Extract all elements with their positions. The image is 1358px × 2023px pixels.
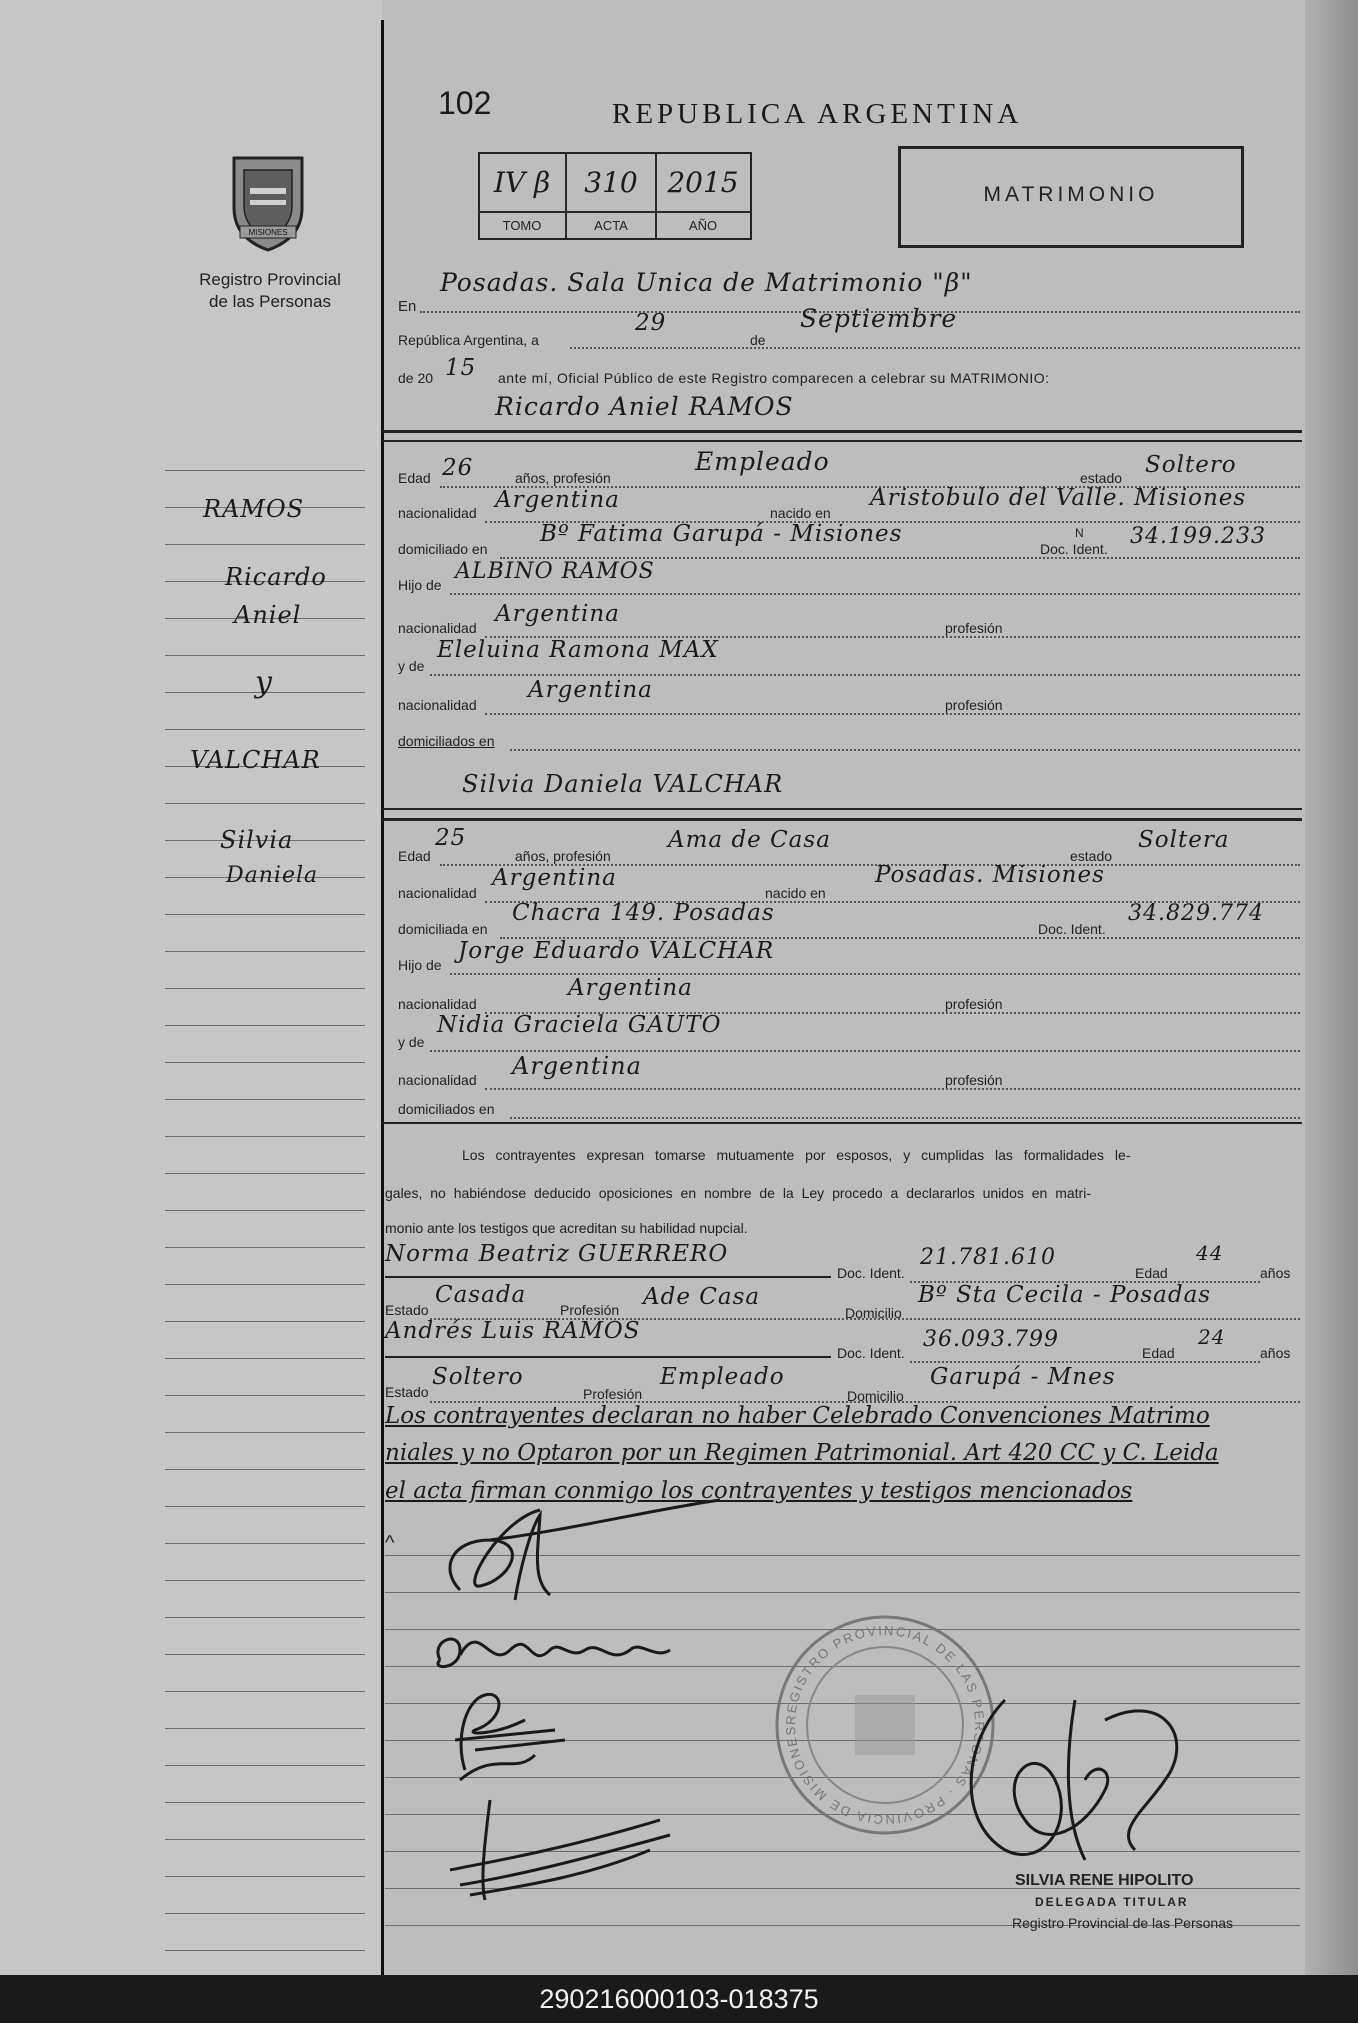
witness1-estado: Casada — [435, 1282, 527, 1308]
bride-edad: 25 — [435, 825, 467, 851]
bride-profesion: Ama de Casa — [668, 827, 831, 853]
groom-dom-label: domiciliado en — [398, 541, 488, 557]
witness1-edad-label: Edad — [1135, 1265, 1168, 1281]
groom-hijo-label: Hijo de — [398, 577, 442, 593]
bride-mother: Nidia Graciela GAUTO — [437, 1012, 722, 1038]
signature-groom — [420, 1490, 760, 1610]
margin-rule — [165, 1728, 365, 1729]
margin-rule — [165, 1469, 365, 1470]
groom-doc-label: Doc. Ident. — [1040, 541, 1108, 557]
intro-statement: ante mí, Oficial Público de este Registro comparecen a celebrar su MATRIMONIO: — [498, 370, 1050, 386]
margin-rule — [165, 1691, 365, 1692]
margin-rule — [165, 951, 365, 952]
witness2-domicilio-label: Domicilio — [847, 1388, 904, 1404]
groom-nacionalidad: Argentina — [495, 487, 620, 513]
bride-father-prof-label: profesión — [945, 996, 1003, 1012]
bride-doc: 34.829.774 — [1128, 901, 1264, 926]
anio-value: 2015 — [667, 166, 739, 199]
witness2-anios-label: años — [1260, 1345, 1291, 1361]
margin-rule — [165, 1210, 365, 1211]
margin-rule — [165, 1062, 365, 1063]
intro-place: Posadas. Sala Unica de Matrimonio "β" — [440, 268, 973, 297]
margin-rule — [165, 803, 365, 804]
groom-doc-prefix: N — [1075, 526, 1084, 540]
bride-mother-prof-label: profesión — [945, 1072, 1003, 1088]
margin-rule — [165, 1950, 365, 1951]
groom-mother-nac: Argentina — [528, 677, 653, 703]
groom-father-nac: Argentina — [495, 601, 620, 627]
groom-mother-nac-label: nacionalidad — [398, 697, 477, 713]
registry-name-line1: Registro Provincial — [199, 270, 341, 289]
witness2-estado-label: Estado — [385, 1384, 429, 1400]
intro-republic-label: República Argentina, a — [398, 332, 539, 348]
margin-rule — [165, 1247, 365, 1248]
margin-bride-name2: Daniela — [226, 863, 319, 888]
bride-mother-nac-label: nacionalidad — [398, 1072, 477, 1088]
bride-father: Jorge Eduardo VALCHAR — [458, 938, 775, 964]
margin-rule — [165, 1876, 365, 1877]
margin-border — [381, 20, 384, 1975]
witness1-edad: 44 — [1196, 1241, 1224, 1265]
margin-groom-name2: Aniel — [234, 601, 302, 629]
groom-doc: 34.199.233 — [1130, 524, 1266, 549]
intro-month: Septiembre — [800, 304, 958, 333]
groom-edad-label: Edad — [398, 470, 431, 486]
groom-mother-prof-label: profesión — [945, 697, 1003, 713]
witness2-profesion-label: Profesión — [583, 1386, 643, 1402]
witness1-estado-label: Estado — [385, 1302, 429, 1318]
margin-rule — [165, 1839, 365, 1840]
witness2-edad: 24 — [1198, 1325, 1226, 1349]
notes-caret: ^ — [385, 1532, 395, 1554]
margin-rule — [165, 1432, 365, 1433]
groom-profesion: Empleado — [695, 447, 830, 476]
document-id-footer: 290216000103-018375 — [0, 1975, 1358, 2023]
margin-rule — [165, 544, 365, 545]
notes-line2: niales y no Optaron por un Regimen Patrimonial. Art 420 CC y C. Leida — [385, 1440, 1219, 1466]
margin-rule — [165, 1543, 365, 1544]
intro-de-label: de — [750, 332, 766, 348]
act-type-label: MATRIMONIO — [983, 183, 1159, 206]
witness1-profesion: Ade Casa — [643, 1284, 761, 1310]
country-heading: REPUBLICA ARGENTINA — [612, 98, 1023, 130]
margin-rule — [165, 1284, 365, 1285]
groom-nacido-label: nacido en — [770, 505, 831, 521]
bride-dom-label: domiciliada en — [398, 921, 488, 937]
bride-estado-label: estado — [1070, 848, 1113, 864]
bride-nacido: Posadas. Misiones — [875, 862, 1105, 888]
notes-line1: Los contrayentes declaran no haber Celebrado Convenciones Matrimo — [385, 1403, 1210, 1429]
provincial-shield-icon — [226, 150, 310, 254]
margin-rule — [165, 1025, 365, 1026]
bride-doms-label: domiciliados en — [398, 1101, 495, 1117]
registry-name-line2: de las Personas — [209, 292, 331, 311]
tomo-value: IV β — [493, 166, 551, 199]
groom-estado: Soltero — [1145, 452, 1237, 478]
margin-rule — [165, 1358, 365, 1359]
formula-line3: monio ante los testigos que acreditan su habilidad nupcial. — [385, 1220, 748, 1236]
witness1-doc: 21.781.610 — [920, 1245, 1056, 1270]
signature-officer — [935, 1660, 1215, 1890]
margin-rule — [165, 1802, 365, 1803]
folio-number: 102 — [438, 85, 492, 121]
groom-estado-label: estado — [1080, 470, 1123, 486]
margin-rule — [165, 1099, 365, 1100]
witness1-name: Norma Beatriz GUERRERO — [385, 1241, 729, 1267]
bride-hijo-label: Hijo de — [398, 957, 442, 973]
witness2-profesion: Empleado — [660, 1364, 785, 1390]
bride-father-nac-label: nacionalidad — [398, 996, 477, 1012]
groom-mother: Eleluina Ramona MAX — [437, 637, 719, 663]
seal-text: REGISTRO PROVINCIAL DE LAS PERSONAS · PROVINCIA DE MISIONES — [782, 1622, 988, 1828]
signature-witness1 — [435, 1680, 595, 1790]
margin-rule — [165, 1765, 365, 1766]
tomo-label: TOMO — [502, 218, 542, 233]
margin-rule — [165, 914, 365, 915]
bride-estado: Soltera — [1138, 827, 1230, 853]
groom-nacido: Aristobulo del Valle. Misiones — [870, 485, 1247, 511]
margin-rule — [165, 1913, 365, 1914]
bride-father-nac: Argentina — [568, 975, 693, 1001]
anio-label: AÑO — [688, 218, 718, 233]
witness1-domicilio-label: Domicilio — [845, 1305, 902, 1321]
shield-label: MISIONES — [248, 228, 288, 237]
witness1-anios-label: años — [1260, 1265, 1291, 1281]
margin-rule — [165, 1321, 365, 1322]
acta-label: ACTA — [594, 218, 628, 233]
margin-rule — [165, 1617, 365, 1618]
groom-yde-label: y de — [398, 658, 425, 674]
margin-rule — [165, 988, 365, 989]
formula-line2: gales, no habiéndose deducido oposiciones en nombre de la Ley procedo a declararlos unidos en matri- — [385, 1185, 1091, 1201]
witness2-doc-label: Doc. Ident. — [837, 1345, 905, 1361]
groom-doms-label: domiciliados en — [398, 733, 495, 749]
margin-rule — [165, 729, 365, 730]
acta-value: 310 — [584, 166, 638, 199]
witness1-doc-label: Doc. Ident. — [837, 1265, 905, 1281]
signature-bride — [420, 1610, 720, 1680]
officer-registry: Registro Provincial de las Personas — [1012, 1915, 1233, 1931]
witness1-domicilio: Bº Sta Cecila - Posadas — [918, 1282, 1212, 1308]
groom-domicilio: Bº Fatima Garupá - Misiones — [540, 521, 903, 547]
margin-rule — [165, 1654, 365, 1655]
bride-anios-prof-label: años, profesión — [515, 848, 611, 864]
witness2-edad-label: Edad — [1142, 1345, 1175, 1361]
groom-anios-prof-label: años, profesión — [515, 470, 611, 486]
witness2-estado: Soltero — [432, 1364, 524, 1390]
intro-year: 15 — [445, 355, 477, 381]
margin-bride-surname: VALCHAR — [190, 746, 321, 774]
groom-full-name: Ricardo Aniel RAMOS — [495, 392, 794, 421]
witness1-profesion-label: Profesión — [560, 1302, 620, 1318]
witness2-domicilio: Garupá - Mnes — [930, 1364, 1116, 1390]
bride-edad-label: Edad — [398, 848, 431, 864]
margin-rule — [165, 1395, 365, 1396]
bride-mother-nac: Argentina — [512, 1052, 642, 1080]
bride-yde-label: y de — [398, 1034, 425, 1050]
margin-conjunction: y — [255, 665, 273, 700]
notes-line3: el acta firman conmigo los contrayentes y testigos mencionados — [385, 1478, 1133, 1504]
margin-rule — [165, 1580, 365, 1581]
groom-father: ALBINO RAMOS — [455, 559, 655, 584]
groom-father-prof-label: profesión — [945, 620, 1003, 636]
bride-full-name: Silvia Daniela VALCHAR — [462, 770, 784, 798]
margin-rule — [165, 1136, 365, 1137]
signature-witness2 — [440, 1790, 680, 1910]
intro-year-label: de 20 — [398, 370, 434, 386]
bride-doc-label: Doc. Ident. — [1038, 921, 1106, 937]
intro-en-label: En — [398, 298, 417, 315]
margin-groom-surname: RAMOS — [203, 495, 305, 523]
witness2-doc: 36.093.799 — [923, 1327, 1059, 1352]
bride-domicilio: Chacra 149. Posadas — [512, 900, 775, 926]
margin-groom-name1: Ricardo — [225, 563, 327, 591]
page-edge-shadow — [1305, 0, 1358, 1975]
witness2-name: Andrés Luis RAMOS — [385, 1318, 641, 1344]
formula-line1: Los contrayentes expresan tomarse mutuamente por esposos, y cumplidas las formalidades le- — [462, 1147, 1131, 1163]
margin-rule — [165, 1173, 365, 1174]
margin-bride-name1: Silvia — [220, 826, 294, 854]
groom-edad: 26 — [442, 455, 474, 481]
officer-role: DELEGADA TITULAR — [1035, 1895, 1189, 1909]
margin-rule — [165, 655, 365, 656]
bride-nacionalidad: Argentina — [492, 865, 617, 891]
margin-rule — [165, 1506, 365, 1507]
officer-name: SILVIA RENE HIPOLITO — [1015, 1872, 1194, 1889]
bride-nac-label: nacionalidad — [398, 885, 477, 901]
groom-father-nac-label: nacionalidad — [398, 620, 477, 636]
margin-rule — [165, 470, 365, 471]
bride-nacido-label: nacido en — [765, 885, 826, 901]
intro-day: 29 — [635, 310, 667, 336]
groom-nac-label: nacionalidad — [398, 505, 477, 521]
